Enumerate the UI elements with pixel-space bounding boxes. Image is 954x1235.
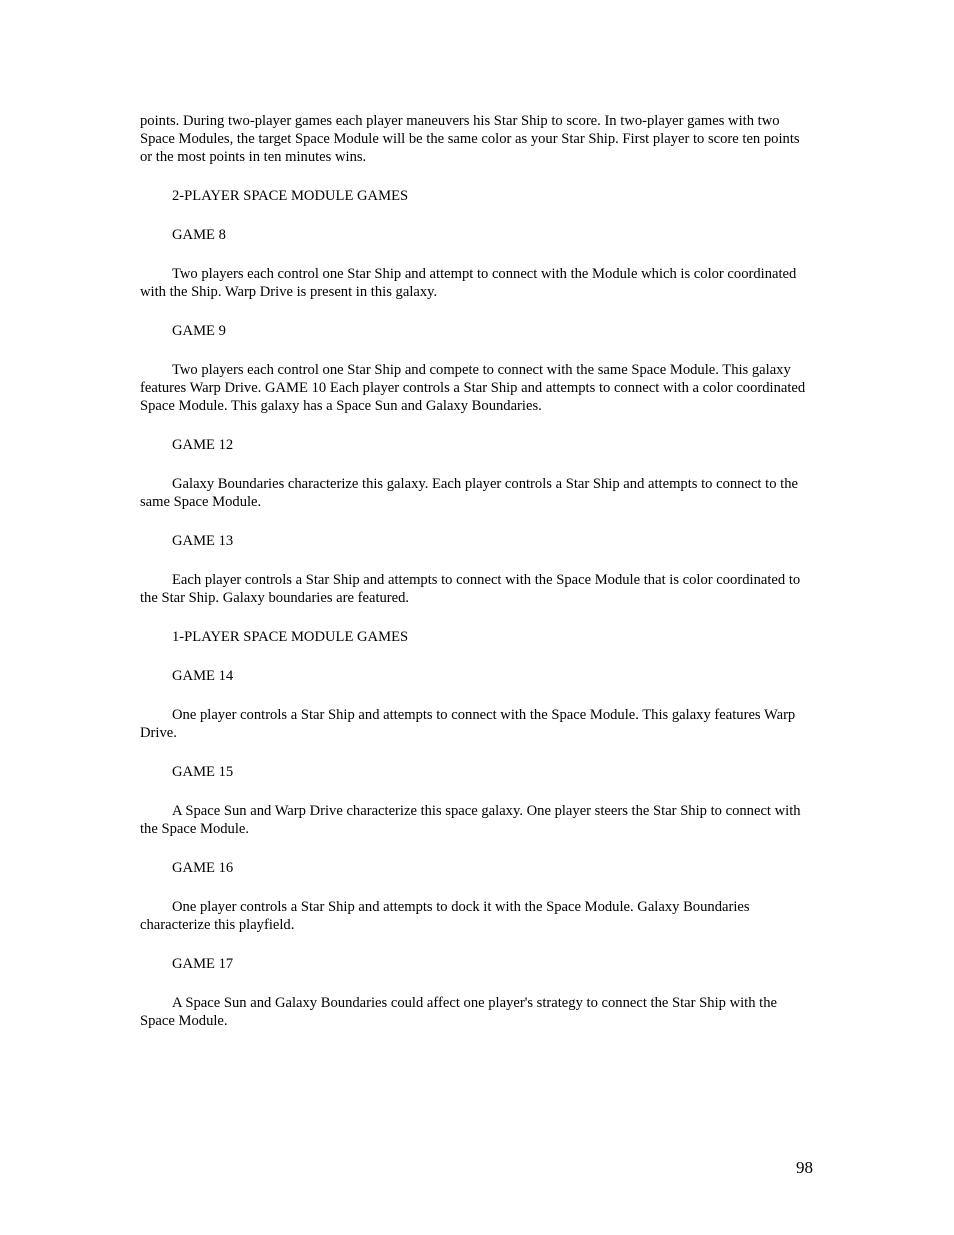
paragraph: Two players each control one Star Ship and attempt to connect with the Module which is color coordinated with the Ship. Warp Drive is present in this galaxy. <box>140 266 797 300</box>
paragraph: One player controls a Star Ship and attempts to connect with the Space Module. This galaxy features Warp Drive. <box>140 707 796 741</box>
section-heading: 2-PLAYER SPACE MODULE GAMES <box>172 188 409 204</box>
game-heading: GAME 9 <box>172 323 226 339</box>
game-heading: GAME 12 <box>172 437 234 453</box>
paragraph: A Space Sun and Galaxy Boundaries could affect one player's strategy to connect the Star Ship with the Space Module. <box>140 995 778 1029</box>
paragraph: points. During two-player games each player maneuvers his Star Ship to score. In two-player games with two Space Modules, the target Space Module will be the same color as your Star Ship. First player to score ten points or the most points in ten minutes wins. <box>140 113 800 165</box>
game-heading: GAME 8 <box>172 227 226 243</box>
paragraph: Galaxy Boundaries characterize this galaxy. Each player controls a Star Ship and attempts to connect to the same Space Module. <box>140 476 798 510</box>
paragraph: A Space Sun and Warp Drive characterize this space galaxy. One player steers the Star Ship to connect with the Space Module. <box>140 803 801 837</box>
game-heading: GAME 16 <box>172 860 234 876</box>
game-heading: GAME 15 <box>172 764 234 780</box>
paragraph: One player controls a Star Ship and attempts to dock it with the Space Module. Galaxy Boundaries characterize this playfield. <box>140 899 750 933</box>
section-heading: 1-PLAYER SPACE MODULE GAMES <box>172 629 409 645</box>
game-heading: GAME 14 <box>172 668 234 684</box>
page-body <box>140 112 815 1051</box>
game-heading: GAME 13 <box>172 533 234 549</box>
paragraph: Two players each control one Star Ship and compete to connect with the same Space Module. This galaxy features Warp Drive. GAME 10 Each player controls a Star Ship and attempts to connect with a color coordinated Space Module. This galaxy has a Space Sun and Galaxy Boundaries. <box>140 362 806 414</box>
page-number: 98 <box>796 1158 813 1177</box>
paragraph: Each player controls a Star Ship and attempts to connect with the Space Module that is color coordinated to the Star Ship. Galaxy boundaries are featured. <box>140 572 801 606</box>
game-heading: GAME 17 <box>172 956 234 972</box>
